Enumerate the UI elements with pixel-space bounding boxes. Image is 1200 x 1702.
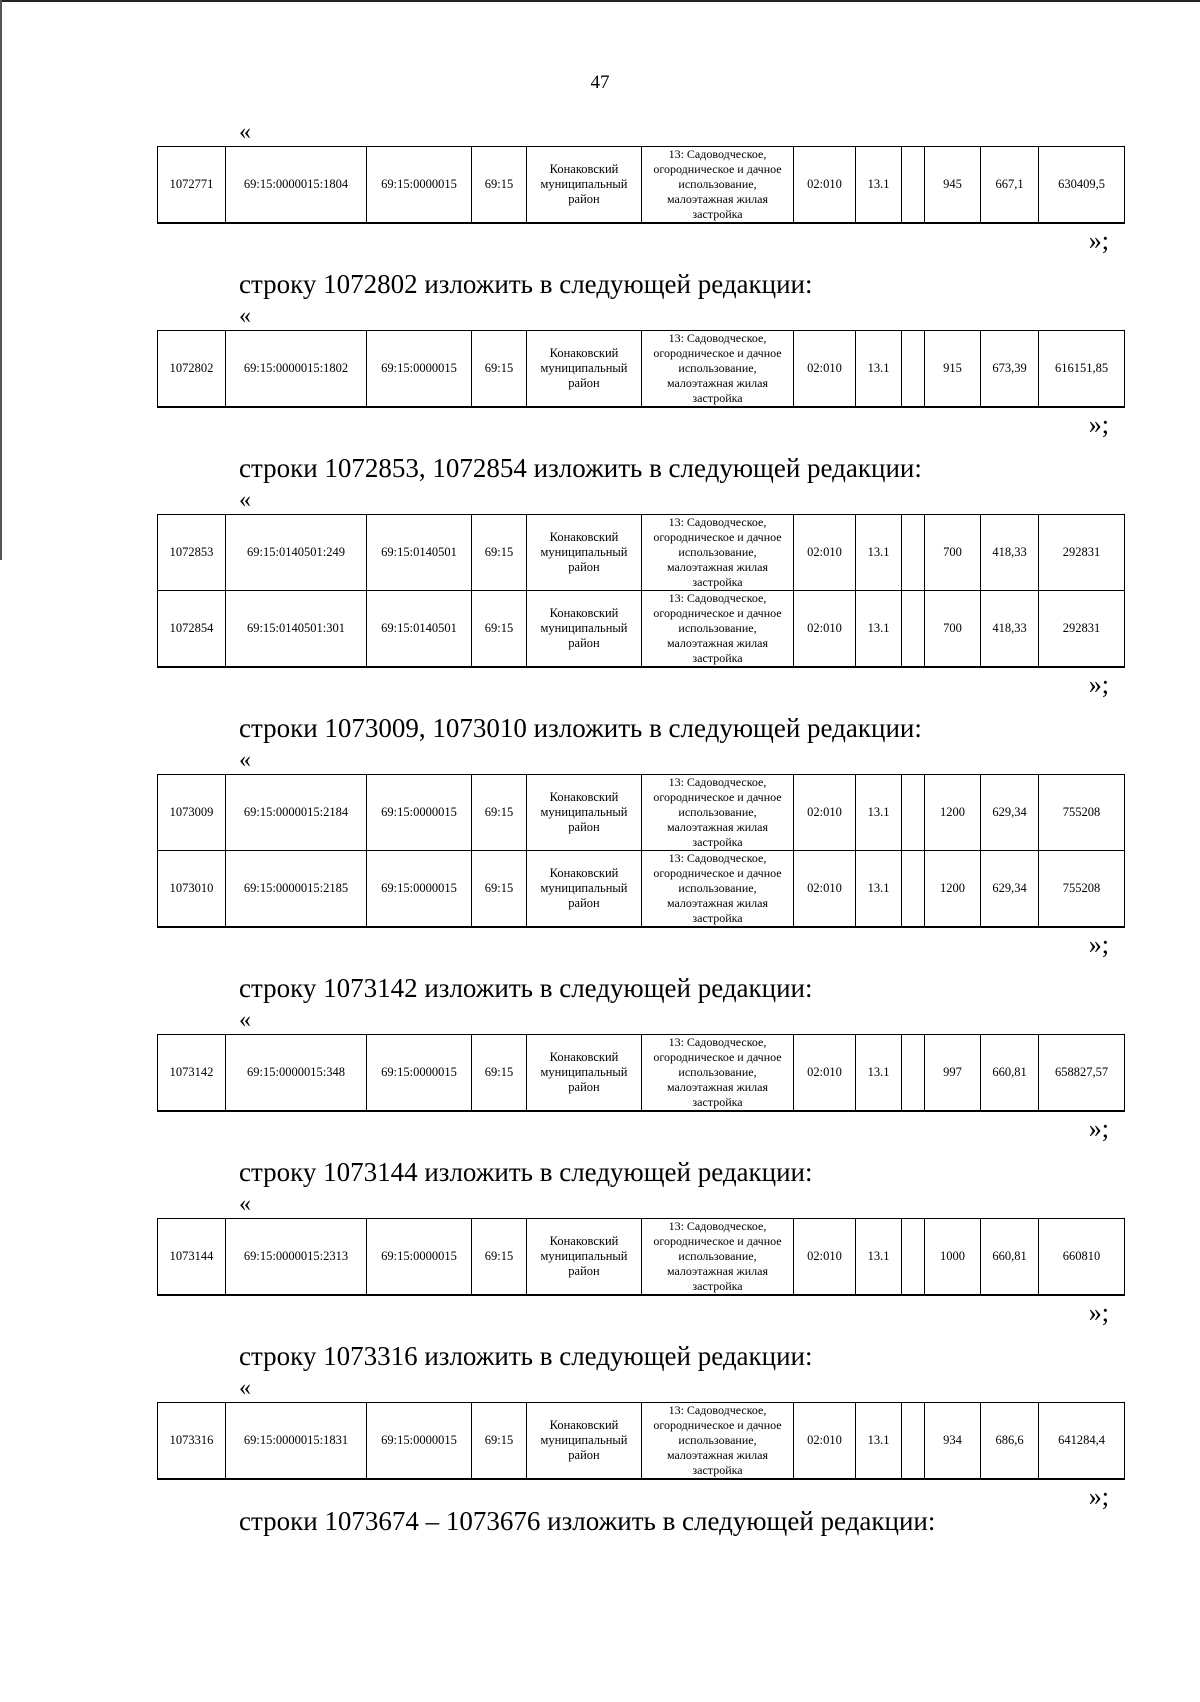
register-number-cell: 1072802 <box>158 331 226 408</box>
cadastral-value-cell: 755208 <box>1039 775 1125 851</box>
group-cell: 13.1 <box>856 851 902 928</box>
area-cell: 700 <box>925 515 981 591</box>
spacer <box>0 704 1200 712</box>
table-row <box>158 775 1125 851</box>
cadastral-number-cell: 69:15:0000015:1802 <box>226 331 367 408</box>
area-cell: 997 <box>925 1035 981 1112</box>
closing-quote: »; <box>1088 226 1109 255</box>
code-cell: 02:010 <box>794 1219 856 1296</box>
group-cell: 13.1 <box>856 1403 902 1480</box>
amendment-block <box>0 268 1200 452</box>
municipality-cell: Конаковский муниципальный район <box>527 775 642 851</box>
register-number-cell: 1072771 <box>158 147 226 224</box>
register-number-cell: 1072853 <box>158 515 226 591</box>
group-cell: 13.1 <box>856 591 902 668</box>
specific-value-cell: 673,39 <box>981 331 1039 408</box>
amendment-heading: строку 1073316 изложить в следующей редакции: <box>239 1341 813 1371</box>
area-cell: 1000 <box>925 1219 981 1296</box>
register-number-cell: 1073316 <box>158 1403 226 1480</box>
cadastral-district-cell: 69:15 <box>472 515 527 591</box>
opening-quote: « <box>239 487 251 513</box>
register-table <box>157 146 1125 224</box>
municipality-cell: Конаковский муниципальный район <box>527 1403 642 1480</box>
group-cell: 13.1 <box>856 1219 902 1296</box>
empty-cell <box>902 851 925 928</box>
amendment-heading: строку 1073142 изложить в следующей редакции: <box>239 973 813 1003</box>
cadastral-quarter-cell: 69:15:0000015 <box>367 331 472 408</box>
table-row <box>158 591 1125 668</box>
register-number-cell: 1073144 <box>158 1219 226 1296</box>
table-row <box>158 1219 1125 1296</box>
group-cell: 13.1 <box>856 331 902 408</box>
cadastral-quarter-cell: 69:15:0000015 <box>367 1219 472 1296</box>
spacer <box>0 260 1200 268</box>
cadastral-value-cell: 641284,4 <box>1039 1403 1125 1480</box>
empty-cell <box>902 775 925 851</box>
specific-value-cell: 660,81 <box>981 1035 1039 1112</box>
table-row <box>158 851 1125 928</box>
final-heading: строки 1073674 – 1073676 изложить в следующей редакции: <box>239 1506 936 1536</box>
table-row <box>158 331 1125 408</box>
cadastral-district-cell: 69:15 <box>472 1035 527 1112</box>
cadastral-district-cell: 69:15 <box>472 1403 527 1480</box>
opening-quote: « <box>239 1007 251 1033</box>
cadastral-quarter-cell: 69:15:0000015 <box>367 775 472 851</box>
page-number: 47 <box>590 72 610 93</box>
land-use-cell: 13: Садоводческое, огородническое и дачное использование, малоэтажная жилая застройка <box>642 515 794 591</box>
specific-value-cell: 629,34 <box>981 851 1039 928</box>
specific-value-cell: 629,34 <box>981 775 1039 851</box>
specific-value-cell: 418,33 <box>981 515 1039 591</box>
code-cell: 02:010 <box>794 1403 856 1480</box>
group-cell: 13.1 <box>856 1035 902 1112</box>
cadastral-number-cell: 69:15:0000015:1804 <box>226 147 367 224</box>
amendment-block <box>0 712 1200 972</box>
register-table <box>157 774 1125 928</box>
register-table <box>157 1218 1125 1296</box>
cadastral-district-cell: 69:15 <box>472 331 527 408</box>
spacer <box>0 1148 1200 1156</box>
area-cell: 1200 <box>925 851 981 928</box>
empty-cell <box>902 331 925 408</box>
cadastral-number-cell: 69:15:0000015:2185 <box>226 851 367 928</box>
register-table <box>157 330 1125 408</box>
closing-quote: »; <box>1088 410 1109 439</box>
scan-top-edge <box>0 0 1200 2</box>
code-cell: 02:010 <box>794 147 856 224</box>
land-use-cell: 13: Садоводческое, огородническое и дачное использование, малоэтажная жилая застройка <box>642 1219 794 1296</box>
table-row <box>158 1035 1125 1112</box>
cadastral-quarter-cell: 69:15:0000015 <box>367 147 472 224</box>
cadastral-value-cell: 616151,85 <box>1039 331 1125 408</box>
code-cell: 02:010 <box>794 515 856 591</box>
group-cell: 13.1 <box>856 515 902 591</box>
opening-quote: « <box>239 119 251 145</box>
municipality-cell: Конаковский муниципальный район <box>527 851 642 928</box>
code-cell: 02:010 <box>794 851 856 928</box>
cadastral-number-cell: 69:15:0000015:1831 <box>226 1403 367 1480</box>
code-cell: 02:010 <box>794 331 856 408</box>
closing-quote: »; <box>1088 1114 1109 1143</box>
opening-quote: « <box>239 1375 251 1401</box>
cadastral-value-cell: 660810 <box>1039 1219 1125 1296</box>
cadastral-number-cell: 69:15:0000015:2313 <box>226 1219 367 1296</box>
document-body <box>0 120 1200 1524</box>
cadastral-district-cell: 69:15 <box>472 1219 527 1296</box>
land-use-cell: 13: Садоводческое, огородническое и дачное использование, малоэтажная жилая застройка <box>642 775 794 851</box>
cadastral-number-cell: 69:15:0140501:249 <box>226 515 367 591</box>
municipality-cell: Конаковский муниципальный район <box>527 1219 642 1296</box>
cadastral-value-cell: 292831 <box>1039 591 1125 668</box>
amendment-block <box>0 452 1200 712</box>
municipality-cell: Конаковский муниципальный район <box>527 147 642 224</box>
municipality-cell: Конаковский муниципальный район <box>527 331 642 408</box>
amendment-heading: строки 1072853, 1072854 изложить в следующей редакции: <box>239 453 922 483</box>
group-cell: 13.1 <box>856 147 902 224</box>
municipality-cell: Конаковский муниципальный район <box>527 1035 642 1112</box>
specific-value-cell: 418,33 <box>981 591 1039 668</box>
register-number-cell: 1073009 <box>158 775 226 851</box>
municipality-cell: Конаковский муниципальный район <box>527 591 642 668</box>
table-row <box>158 1403 1125 1480</box>
empty-cell <box>902 1035 925 1112</box>
cadastral-quarter-cell: 69:15:0140501 <box>367 515 472 591</box>
closing-quote: »; <box>1088 670 1109 699</box>
cadastral-value-cell: 630409,5 <box>1039 147 1125 224</box>
empty-cell <box>902 147 925 224</box>
area-cell: 945 <box>925 147 981 224</box>
register-number-cell: 1073010 <box>158 851 226 928</box>
opening-quote: « <box>239 747 251 773</box>
cadastral-value-cell: 292831 <box>1039 515 1125 591</box>
land-use-cell: 13: Садоводческое, огородническое и дачное использование, малоэтажная жилая застройка <box>642 331 794 408</box>
register-table <box>157 514 1125 668</box>
area-cell: 700 <box>925 591 981 668</box>
cadastral-district-cell: 69:15 <box>472 591 527 668</box>
table-row <box>158 515 1125 591</box>
cadastral-district-cell: 69:15 <box>472 851 527 928</box>
cadastral-district-cell: 69:15 <box>472 147 527 224</box>
register-table <box>157 1034 1125 1112</box>
cadastral-quarter-cell: 69:15:0000015 <box>367 851 472 928</box>
cadastral-number-cell: 69:15:0000015:348 <box>226 1035 367 1112</box>
empty-cell <box>902 591 925 668</box>
spacer <box>0 1332 1200 1340</box>
group-cell: 13.1 <box>856 775 902 851</box>
code-cell: 02:010 <box>794 591 856 668</box>
cadastral-quarter-cell: 69:15:0140501 <box>367 591 472 668</box>
cadastral-number-cell: 69:15:0000015:2184 <box>226 775 367 851</box>
land-use-cell: 13: Садоводческое, огородническое и дачное использование, малоэтажная жилая застройка <box>642 147 794 224</box>
cadastral-number-cell: 69:15:0140501:301 <box>226 591 367 668</box>
spacer <box>0 964 1200 972</box>
register-table <box>157 1402 1125 1480</box>
opening-quote: « <box>239 303 251 329</box>
specific-value-cell: 686,6 <box>981 1403 1039 1480</box>
specific-value-cell: 660,81 <box>981 1219 1039 1296</box>
cadastral-value-cell: 658827,57 <box>1039 1035 1125 1112</box>
cadastral-value-cell: 755208 <box>1039 851 1125 928</box>
land-use-cell: 13: Садоводческое, огородническое и дачное использование, малоэтажная жилая застройка <box>642 1035 794 1112</box>
amendment-heading: строку 1073144 изложить в следующей редакции: <box>239 1157 813 1187</box>
opening-quote: « <box>239 1191 251 1217</box>
closing-quote: »; <box>1088 930 1109 959</box>
amendment-block <box>0 120 1200 268</box>
register-number-cell: 1073142 <box>158 1035 226 1112</box>
land-use-cell: 13: Садоводческое, огородническое и дачное использование, малоэтажная жилая застройка <box>642 851 794 928</box>
area-cell: 1200 <box>925 775 981 851</box>
closing-quote: »; <box>1088 1482 1109 1511</box>
cadastral-district-cell: 69:15 <box>472 775 527 851</box>
amendment-heading: строку 1072802 изложить в следующей редакции: <box>239 269 813 299</box>
area-cell: 915 <box>925 331 981 408</box>
code-cell: 02:010 <box>794 775 856 851</box>
cadastral-quarter-cell: 69:15:0000015 <box>367 1403 472 1480</box>
area-cell: 934 <box>925 1403 981 1480</box>
amendment-block <box>0 1156 1200 1340</box>
land-use-cell: 13: Садоводческое, огородническое и дачное использование, малоэтажная жилая застройка <box>642 591 794 668</box>
amendment-block <box>0 1340 1200 1524</box>
municipality-cell: Конаковский муниципальный район <box>527 515 642 591</box>
table-row <box>158 147 1125 224</box>
empty-cell <box>902 515 925 591</box>
amendment-block <box>0 972 1200 1156</box>
register-number-cell: 1072854 <box>158 591 226 668</box>
closing-quote: »; <box>1088 1298 1109 1327</box>
specific-value-cell: 667,1 <box>981 147 1039 224</box>
spacer <box>0 444 1200 452</box>
amendment-heading: строки 1073009, 1073010 изложить в следующей редакции: <box>239 713 922 743</box>
empty-cell <box>902 1403 925 1480</box>
empty-cell <box>902 1219 925 1296</box>
land-use-cell: 13: Садоводческое, огородническое и дачное использование, малоэтажная жилая застройка <box>642 1403 794 1480</box>
cadastral-quarter-cell: 69:15:0000015 <box>367 1035 472 1112</box>
code-cell: 02:010 <box>794 1035 856 1112</box>
